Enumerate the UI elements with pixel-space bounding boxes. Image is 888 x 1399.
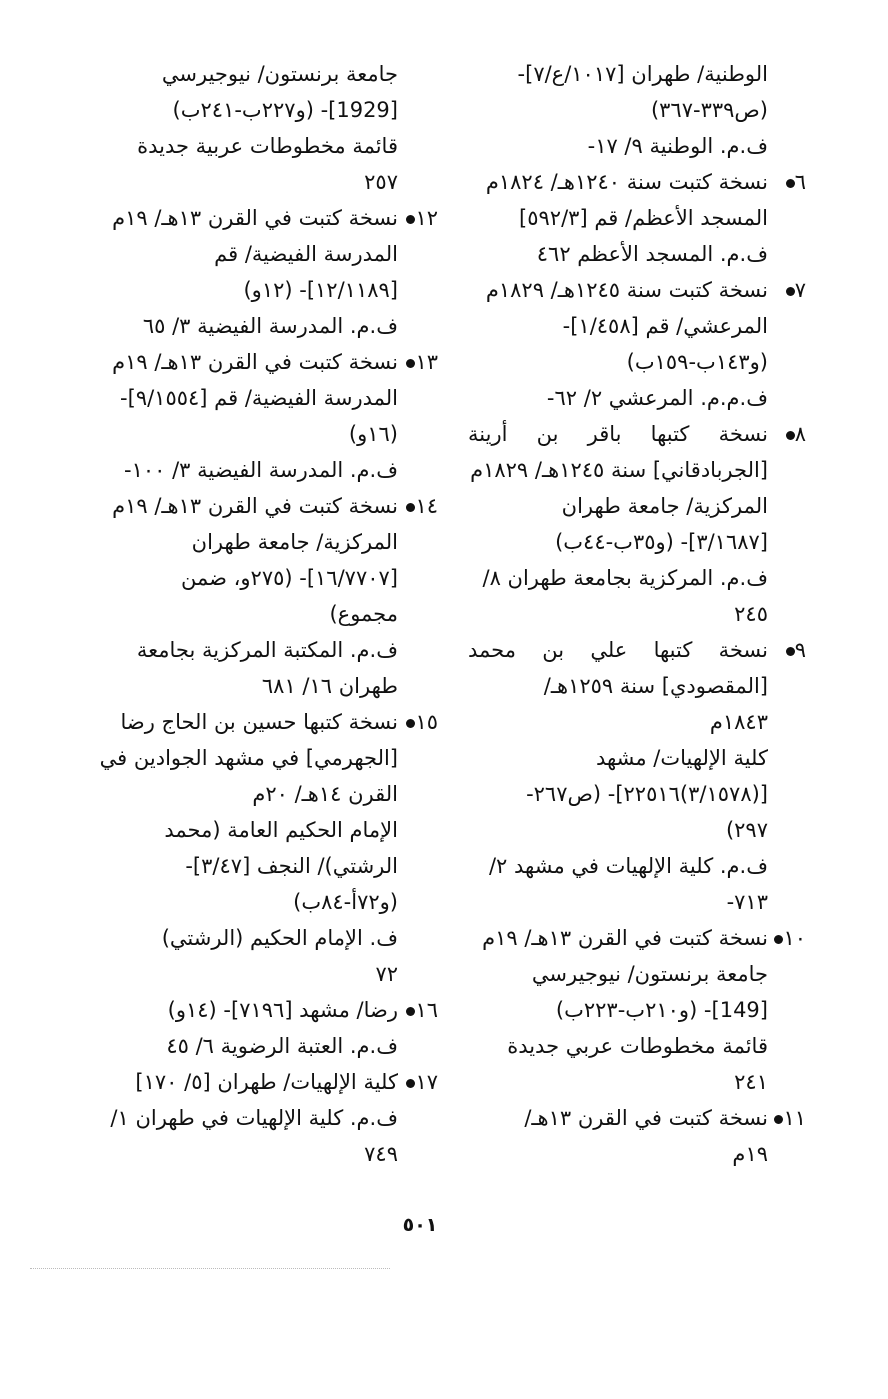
text-line: جامعة برنستون/ نيوجيرسي <box>161 62 398 86</box>
bullet-icon <box>786 287 795 296</box>
text-line: الوطنية/ طهران [١٠١٧/ع/٧]- <box>517 62 768 86</box>
text-line: ٢٤٥ <box>734 602 768 626</box>
entry-number: ١٣ <box>408 344 438 380</box>
text-line: ٢٥٧ <box>364 170 398 194</box>
text-line: [١٢/١١٨٩]- (١٢و) <box>243 278 398 302</box>
text-line: (١٦و) <box>348 422 398 446</box>
text-line: ١٨٤٣م <box>709 710 768 734</box>
text-line: [الجربادقاني] سنة ١٢٤٥هـ/ ١٨٢٩م <box>470 458 768 482</box>
entry-line: ٦ نسخة كتبت سنة ١٢٤٠هـ/ ١٨٢٤م <box>468 164 768 200</box>
text-line: القرن ١٤هـ/ ٢٠م <box>252 782 398 806</box>
page-number: ٥٠١ <box>402 1214 438 1236</box>
bullet-icon <box>786 647 795 656</box>
text-line: ٧٤٩ <box>364 1142 398 1166</box>
text-line: ف.م.م. المرعشي ٢/ ٦٢- <box>546 386 768 410</box>
right-column <box>438 56 806 1172</box>
text-line: ف.م. المدرسة الفيضية ٣/ ٦٥ <box>142 314 398 338</box>
text-line: [(٣/١٥٧٨)٢٢٥١٦]- (ص٢٦٧- <box>526 782 768 806</box>
text-line: (و٧٢أ-٨٤ب) <box>293 890 398 914</box>
text-line: [1929]- (و٢٢٧ب-٢٤١ب) <box>172 98 398 122</box>
text-line: [149]- (و٢١٠ب-٢٢٣ب) <box>555 998 768 1022</box>
text-line: [المقصودي] سنة ١٢٥٩هـ/ <box>543 674 768 698</box>
text-line: (ص٣٣٩-٣٦٧) <box>650 98 768 122</box>
entry-number: ٦ <box>776 164 806 200</box>
entry-number: ٩ <box>776 632 806 668</box>
entry-line: ١٧ كلية الإلهيات/ طهران [٥/ ١٧٠] <box>48 1064 398 1100</box>
text-line: مجموع) <box>329 602 398 626</box>
bullet-icon <box>786 179 795 188</box>
entry-line: ١٣ نسخة كتبت في القرن ١٣هـ/ ١٩م <box>48 344 398 380</box>
text-line: ف.م. الوطنية ٩/ ١٧- <box>587 134 768 158</box>
entry-number: ١٧ <box>408 1064 438 1100</box>
entry-line: ٩ نسخة كتبها علي بن محمد <box>468 632 768 668</box>
left-column <box>48 56 438 1172</box>
text-line: ف.م. المكتبة المركزية بجامعة <box>136 638 398 662</box>
entry-number: ١٤ <box>408 488 438 524</box>
text-line: كلية الإلهيات/ مشهد <box>595 746 768 770</box>
entry-line: ١١ نسخة كتبت في القرن ١٣هـ/ <box>468 1100 768 1136</box>
entry-line: ١٢ نسخة كتبت في القرن ١٣هـ/ ١٩م <box>48 200 398 236</box>
text-line: قائمة مخطوطات عربي جديدة <box>507 1034 768 1058</box>
text-line: الإمام الحكيم العامة (محمد <box>164 818 398 842</box>
text-line: المركزية/ جامعة طهران <box>191 530 398 554</box>
text-line: الرشتي)/ النجف [٣/٤٧]- <box>185 854 398 878</box>
text-line: المركزية/ جامعة طهران <box>561 494 768 518</box>
text-line: ٢٩٧) <box>725 818 768 842</box>
entry-line: ١٠ نسخة كتبت في القرن ١٣هـ/ ١٩م <box>468 920 768 956</box>
text-line: [الجهرمي] في مشهد الجوادين في <box>99 746 398 770</box>
entry-number: ٧ <box>776 272 806 308</box>
entry-line: ١٦ رضا/ مشهد [٧١٩٦]- (١٤و) <box>48 992 398 1028</box>
text-line: جامعة برنستون/ نيوجيرسي <box>531 962 768 986</box>
text-line: ف.م. المدرسة الفيضية ٣/ ١٠٠- <box>123 458 398 482</box>
text-line: ف.م. المسجد الأعظم ٤٦٢ <box>536 242 768 266</box>
text-line: قائمة مخطوطات عربية جديدة <box>137 134 398 158</box>
text-line: المرعشي/ قم [١/٤٥٨]- <box>562 314 768 338</box>
text-line: [٣/١٦٨٧]- (و٣٥ب-٤٤ب) <box>555 530 768 554</box>
text-line: ف.م. المركزية بجامعة طهران ٨/ <box>482 566 768 590</box>
text-line: المدرسة الفيضية/ قم <box>214 242 398 266</box>
text-line: ف.م. كلية الإلهيات في طهران ١/ <box>110 1106 398 1130</box>
text-line: (و١٤٣ب-١٥٩ب) <box>626 350 768 374</box>
entry-number: ٨ <box>776 416 806 452</box>
text-line: ف.م. العتبة الرضوية ٦/ ٤٥ <box>166 1034 398 1058</box>
text-line: ف.م. كلية الإلهيات في مشهد ٢/ <box>488 854 768 878</box>
entry-line: ١٥ نسخة كتبها حسين بن الحاج رضا <box>48 704 398 740</box>
text-line: ٢٤١ <box>734 1070 768 1094</box>
text-line: ٧٢ <box>375 962 398 986</box>
entry-number: ١٥ <box>408 704 438 740</box>
scan-noise-divider <box>30 1268 390 1269</box>
text-line: ٧١٣- <box>726 890 768 914</box>
text-line: المسجد الأعظم/ قم [٥٩٢/٣] <box>519 206 768 230</box>
entry-number: ١٦ <box>408 992 438 1028</box>
entry-line: ٨ نسخة كتبها باقر بن أرينة <box>468 416 768 452</box>
entry-number: ١١ <box>776 1100 806 1136</box>
text-line: [١٦/٧٧٠٧]- (٢٧٥و، ضمن <box>180 566 398 590</box>
entry-number: ١٢ <box>408 200 438 236</box>
entry-number: ١٠ <box>776 920 806 956</box>
text-line: طهران ١٦/ ٦٨١ <box>261 674 398 698</box>
entry-line: ١٤ نسخة كتبت في القرن ١٣هـ/ ١٩م <box>48 488 398 524</box>
text-line: ف. الإمام الحكيم (الرشتي) <box>161 926 398 950</box>
text-line: المدرسة الفيضية/ قم [٩/١٥٥٤]- <box>120 386 398 410</box>
bullet-icon <box>786 431 795 440</box>
entry-line: ٧ نسخة كتبت سنة ١٢٤٥هـ/ ١٨٢٩م <box>468 272 768 308</box>
text-line: ١٩م <box>732 1142 768 1166</box>
